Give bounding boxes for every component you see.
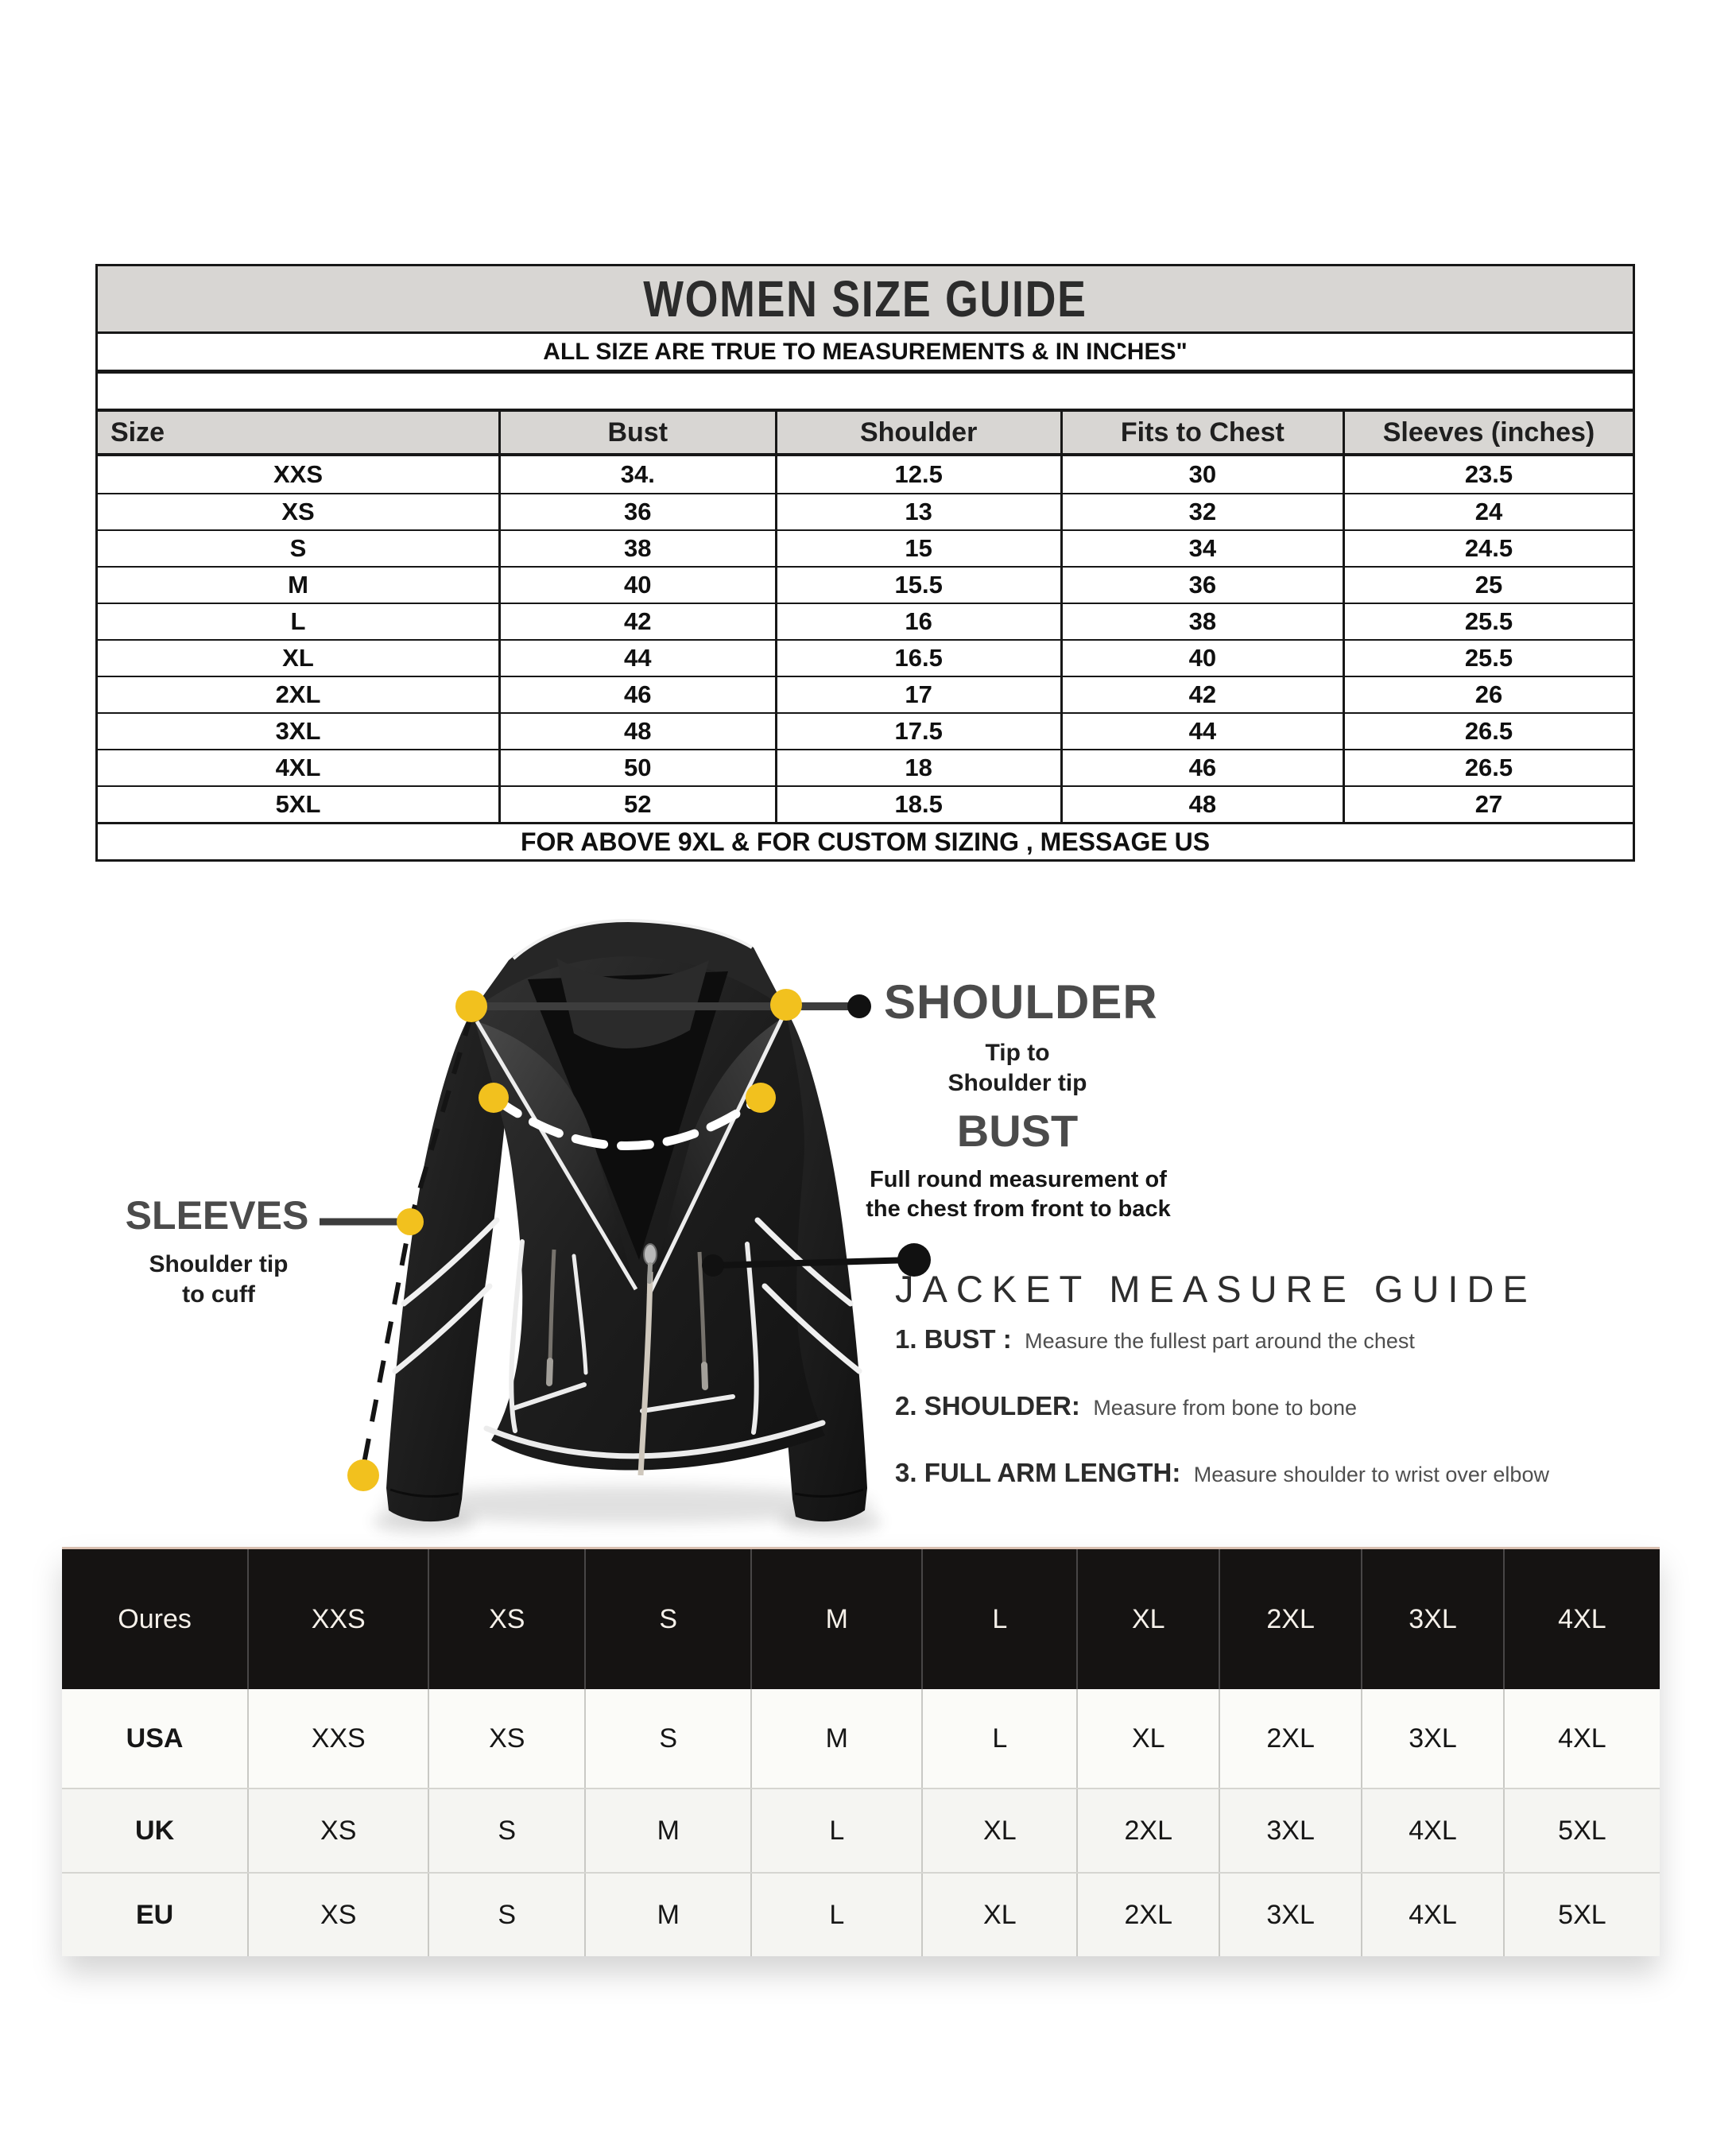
table-row (98, 456, 1633, 493)
shoulder-sublabel (884, 1038, 1151, 1099)
conversion-cell: 4XL (1503, 1689, 1660, 1788)
cell-sleeves: 27 (1343, 787, 1633, 822)
conversion-cell: 2XL (1076, 1789, 1219, 1872)
conversion-cell: 2XL (1219, 1689, 1361, 1788)
cell-bust: 46 (498, 677, 775, 712)
cell-size: 5XL (275, 790, 321, 818)
shoulder-sub-line1: Tip to (985, 1040, 1050, 1066)
conversion-row-eu (62, 1872, 1660, 1956)
measure-guide-item-label: 3. FULL ARM LENGTH: (895, 1458, 1181, 1487)
table-row (98, 603, 1633, 639)
cell-fits-to-chest: 30 (1060, 456, 1343, 493)
conversion-cell: S (428, 1874, 584, 1956)
conversion-cell: M (750, 1689, 921, 1788)
cell-size: 4XL (275, 754, 321, 781)
women-size-table (95, 264, 1635, 862)
measure-guide-item (895, 1389, 1674, 1428)
conversion-row-uk (62, 1788, 1660, 1872)
conversion-cell: 5XL (1503, 1789, 1660, 1872)
conversion-cell: 5XL (1503, 1874, 1660, 1956)
conversion-cell: EU (135, 1899, 174, 1930)
conversion-header-cell: S (584, 1549, 750, 1689)
conversion-header-cell: 3XL (1361, 1549, 1503, 1689)
sleeve-mid-dot (397, 1208, 424, 1235)
shoulder-sub-line2: Shoulder tip (947, 1070, 1087, 1096)
size-table-title-bar (98, 266, 1633, 334)
bust-sublabel (831, 1165, 1205, 1224)
size-column-header: Sleeves (inches) (1343, 412, 1633, 453)
cell-bust: 50 (498, 750, 775, 785)
measure-guide-item-desc: Measure the fullest part around the chest (1025, 1329, 1415, 1353)
size-conversion-table (62, 1547, 1660, 1956)
page-title: WOMEN SIZE GUIDE (643, 270, 1087, 327)
size-table-spacer (98, 374, 1633, 409)
cell-shoulder: 18 (775, 750, 1060, 785)
conversion-cell: L (750, 1874, 921, 1956)
sleeves-sub-line1: Shoulder tip (149, 1251, 289, 1277)
cell-fits-to-chest: 44 (1060, 714, 1343, 749)
size-column-header: Bust (498, 412, 775, 453)
cell-shoulder: 16.5 (775, 641, 1060, 676)
cell-fits-to-chest: 46 (1060, 750, 1343, 785)
shoulder-right-dot (770, 989, 802, 1021)
cell-bust: 34. (498, 456, 775, 493)
size-table-footer-note: FOR ABOVE 9XL & FOR CUSTOM SIZING , MESSAGE US (98, 822, 1633, 859)
measure-guide-item-label: 1. BUST : (895, 1324, 1012, 1354)
conversion-cell: M (584, 1874, 750, 1956)
cell-size: 2XL (275, 680, 321, 708)
bust-sub-line1: Full round measurement of (870, 1167, 1167, 1192)
measure-guide-item-label: 2. SHOULDER: (895, 1391, 1080, 1420)
conversion-cell: S (428, 1789, 584, 1872)
cell-bust: 52 (498, 787, 775, 822)
bust-left-dot (479, 1083, 509, 1113)
size-column-header: Fits to Chest (1060, 412, 1343, 453)
cell-fits-to-chest: 32 (1060, 494, 1343, 529)
conversion-cell: S (584, 1689, 750, 1788)
size-column-header: Shoulder (775, 412, 1060, 453)
table-row (98, 712, 1633, 749)
cell-shoulder: 13 (775, 494, 1060, 529)
conversion-cell: 3XL (1219, 1789, 1361, 1872)
cell-sleeves: 26 (1343, 677, 1633, 712)
conversion-cell: 4XL (1361, 1789, 1503, 1872)
measure-guide-list (895, 1323, 1674, 1523)
conversion-cell: 3XL (1361, 1689, 1503, 1788)
measure-guide-item (895, 1456, 1674, 1495)
conversion-header-cell: M (750, 1549, 921, 1689)
cell-shoulder: 17.5 (775, 714, 1060, 749)
conversion-header-cell: XL (1076, 1549, 1219, 1689)
cell-bust: 42 (498, 604, 775, 639)
shoulder-label-dot (847, 994, 871, 1018)
measure-guide-item (895, 1323, 1674, 1362)
conversion-cell: 4XL (1361, 1874, 1503, 1956)
cell-fits-to-chest: 40 (1060, 641, 1343, 676)
cell-size: 3XL (275, 717, 321, 745)
conversion-cell: XL (921, 1874, 1076, 1956)
cell-sleeves: 25 (1343, 568, 1633, 603)
table-row (98, 676, 1633, 712)
conversion-header-cell: 4XL (1503, 1549, 1660, 1689)
bust-label: BUST (956, 1106, 1079, 1156)
conversion-cell: XS (428, 1689, 584, 1788)
cell-shoulder: 16 (775, 604, 1060, 639)
conversion-cell: XS (247, 1789, 428, 1872)
sleeves-sub-line2: to cuff (182, 1281, 255, 1308)
measure-guide-item-desc: Measure shoulder to wrist over elbow (1193, 1463, 1549, 1486)
conversion-cell: XL (1076, 1689, 1219, 1788)
conversion-header-cell: XXS (247, 1549, 428, 1689)
table-row (98, 529, 1633, 566)
cell-sleeves: 25.5 (1343, 641, 1633, 676)
cell-sleeves: 24 (1343, 494, 1633, 529)
conversion-header-cell: 2XL (1219, 1549, 1361, 1689)
cell-sleeves: 23.5 (1343, 456, 1633, 493)
conversion-cell: L (921, 1689, 1076, 1788)
cell-sleeves: 26.5 (1343, 714, 1633, 749)
cell-size: XS (281, 498, 315, 525)
cell-bust: 48 (498, 714, 775, 749)
cell-shoulder: 12.5 (775, 456, 1060, 493)
bust-right-dot (746, 1083, 776, 1113)
sleeves-label: SLEEVES (125, 1193, 309, 1238)
conversion-cell: L (750, 1789, 921, 1872)
shoulder-label: SHOULDER (884, 975, 1158, 1029)
cell-fits-to-chest: 36 (1060, 568, 1343, 603)
conversion-cell: 3XL (1219, 1874, 1361, 1956)
table-row (98, 639, 1633, 676)
size-table-body (98, 456, 1633, 822)
cell-shoulder: 18.5 (775, 787, 1060, 822)
cell-shoulder: 15.5 (775, 568, 1060, 603)
cell-bust: 36 (498, 494, 775, 529)
cell-fits-to-chest: 34 (1060, 531, 1343, 566)
table-row (98, 566, 1633, 603)
conversion-header-row (62, 1549, 1660, 1689)
cell-bust: 44 (498, 641, 775, 676)
conversion-cell: XL (921, 1789, 1076, 1872)
cell-size: XXS (273, 460, 323, 488)
sleeves-sublabel (103, 1250, 334, 1310)
cell-shoulder: 17 (775, 677, 1060, 712)
conversion-row-usa (62, 1689, 1660, 1788)
shoulder-left-dot (455, 990, 487, 1022)
pocket-pointer-dot (702, 1254, 724, 1277)
table-row (98, 785, 1633, 822)
sleeve-cuff-dot (347, 1459, 379, 1491)
cell-fits-to-chest: 42 (1060, 677, 1343, 712)
bust-sub-line2: the chest from front to back (866, 1196, 1171, 1222)
cell-sleeves: 26.5 (1343, 750, 1633, 785)
cell-fits-to-chest: 38 (1060, 604, 1343, 639)
size-table-subtitle: ALL SIZE ARE TRUE TO MEASUREMENTS & IN INCHES" (98, 334, 1633, 374)
conversion-header-cell: XS (428, 1549, 584, 1689)
conversion-cell: 2XL (1076, 1874, 1219, 1956)
conversion-cell: USA (126, 1723, 184, 1754)
size-table-header-row (98, 409, 1633, 456)
conversion-cell: XXS (247, 1689, 428, 1788)
table-row (98, 493, 1633, 529)
conversion-cell: XS (247, 1874, 428, 1956)
cell-size: L (290, 607, 306, 635)
cell-size: M (288, 571, 308, 599)
cell-size: XL (282, 644, 314, 672)
cell-bust: 40 (498, 568, 775, 603)
conversion-cell: UK (135, 1815, 175, 1846)
conversion-header-cell: L (921, 1549, 1076, 1689)
measure-guide-item-desc: Measure from bone to bone (1093, 1396, 1358, 1420)
cell-shoulder: 15 (775, 531, 1060, 566)
measure-guide-title: JACKET MEASURE GUIDE (895, 1268, 1536, 1310)
conversion-header-cell: Oures (118, 1603, 192, 1634)
table-row (98, 749, 1633, 785)
cell-sleeves: 25.5 (1343, 604, 1633, 639)
cell-sleeves: 24.5 (1343, 531, 1633, 566)
size-column-header: Size (110, 417, 165, 448)
conversion-cell: M (584, 1789, 750, 1872)
cell-size: S (289, 534, 307, 562)
cell-bust: 38 (498, 531, 775, 566)
cell-fits-to-chest: 48 (1060, 787, 1343, 822)
